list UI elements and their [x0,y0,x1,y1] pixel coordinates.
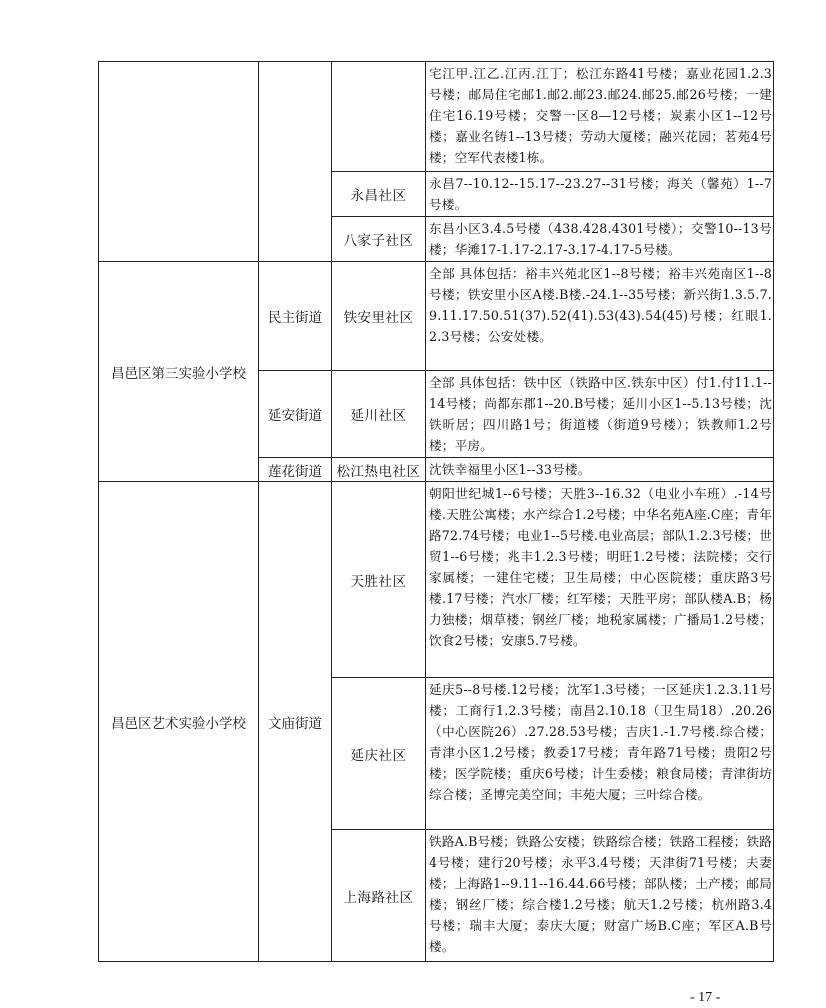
address-cell: 宅江甲.江乙.江丙.江丁；松江东路41号楼；嘉业花园1.2.3号楼；邮局住宅邮1.邮2.邮23.邮24.邮25.邮26号楼；一建住宅16.19号楼；交警一区8—12号楼；炭素小区1--12号楼；嘉业名铸1--13号楼；劳动大厦楼；融兴花园；茗苑4号楼；空军代表楼1栋。 [426,62,774,172]
community-cell: 八家子社区 [332,217,426,262]
school-district-table [98,61,774,962]
street-cell: 文庙街道 [259,482,332,962]
address-cell: 朝阳世纪城1--6号楼；天胜3--16.32（电业小车班）.-14号楼.天胜公寓楼；水产综合1.2号楼；中华名苑A座.C座；青年路72.74号楼；电业1--5号楼.电业高层；部队1.2.3号楼；世贸1--6号楼；兆丰1.2.3号楼；明旺1.2号楼；法院楼；交行家属楼；一建住宅楼；卫生局楼；中心医院楼；重庆路3号楼.17号楼；汽水厂楼；红军楼；天胜平房；部队楼A.B；杨力独楼；烟草楼；钢丝厂楼；地税家属楼；广播局1.2号楼；饮食2号楼；安康5.7号楼。 [426,482,774,678]
address-cell: 沈铁幸福里小区1--33号楼。 [426,458,774,482]
street-cell [259,62,332,262]
community-cell: 永昌社区 [332,172,426,217]
street-cell: 民主街道 [259,262,332,371]
address-cell: 延庆5--8号楼.12号楼；沈军1.3号楼；一区延庆1.2.3.11号楼；工商行1.2.3号楼；南昌2.10.18（卫生局18）.20.26（中心医院26）.27.28.53号楼；吉庆1.-1.7号楼.综合楼；青津小区1.2号楼；教委17号楼；青年路71号楼；贵阳2号楼；医学院楼；重庆6号楼；计生委楼；粮食局楼；青津街坊综合楼；圣博完美空间；丰苑大厦；三叶综合楼。 [426,678,774,830]
table-row [99,482,774,678]
community-cell: 铁安里社区 [332,262,426,371]
table-row [99,262,774,371]
school-cell: 昌邑区艺术实验小学校 [99,482,259,962]
community-cell: 松江热电社区 [332,458,426,482]
community-cell: 上海路社区 [332,830,426,962]
address-cell: 东昌小区3.4.5号楼（438.428.4301号楼）；交警10--13号楼；华滩17-1.17-2.17-3.17-4.17-5号楼。 [426,217,774,262]
table-row [99,62,774,172]
community-cell: 延庆社区 [332,678,426,830]
address-cell: 全部 具体包括：裕丰兴苑北区1--8号楼；裕丰兴苑南区1--8号楼；铁安里小区A楼.B楼.-24.1--35号楼；新兴街1.3.5.7.9.11.17.50.51(37).52(41).53(43).54(45)号楼；红眼1.2.3号楼；公安处楼。 [426,262,774,371]
address-cell: 全部 具体包括：铁中区（铁路中区.铁东中区）付1.付11.1--14号楼；尚都东郡1--20.B号楼；延川小区1--5.13号楼；沈铁昕居；四川路1号；街道楼（街道9号楼）；铁教师1.2号楼；平房。 [426,371,774,458]
school-cell [99,62,259,262]
page-number: - 17 - [690,990,721,1005]
street-cell: 延安街道 [259,371,332,458]
school-cell: 昌邑区第三实验小学校 [99,262,259,482]
community-cell: 延川社区 [332,371,426,458]
address-cell: 铁路A.B号楼；铁路公安楼；铁路综合楼；铁路工程楼；铁路4号楼；建行20号楼；永平3.4号楼；天津街71号楼；夫妻楼；上海路1--9.11--16.44.66号楼；部队楼；土产楼；邮局楼；钢丝厂楼；综合楼1.2号楼；航天1.2号楼；杭州路3.4号楼；瑞丰大厦；泰庆大厦；财富广场B.C座；军区A.B号楼。 [426,830,774,962]
community-cell: 天胜社区 [332,482,426,678]
street-cell: 莲花街道 [259,458,332,482]
community-cell [332,62,426,172]
address-cell: 永昌7--10.12--15.17--23.27--31号楼；海关（馨苑）1--7号楼。 [426,172,774,217]
